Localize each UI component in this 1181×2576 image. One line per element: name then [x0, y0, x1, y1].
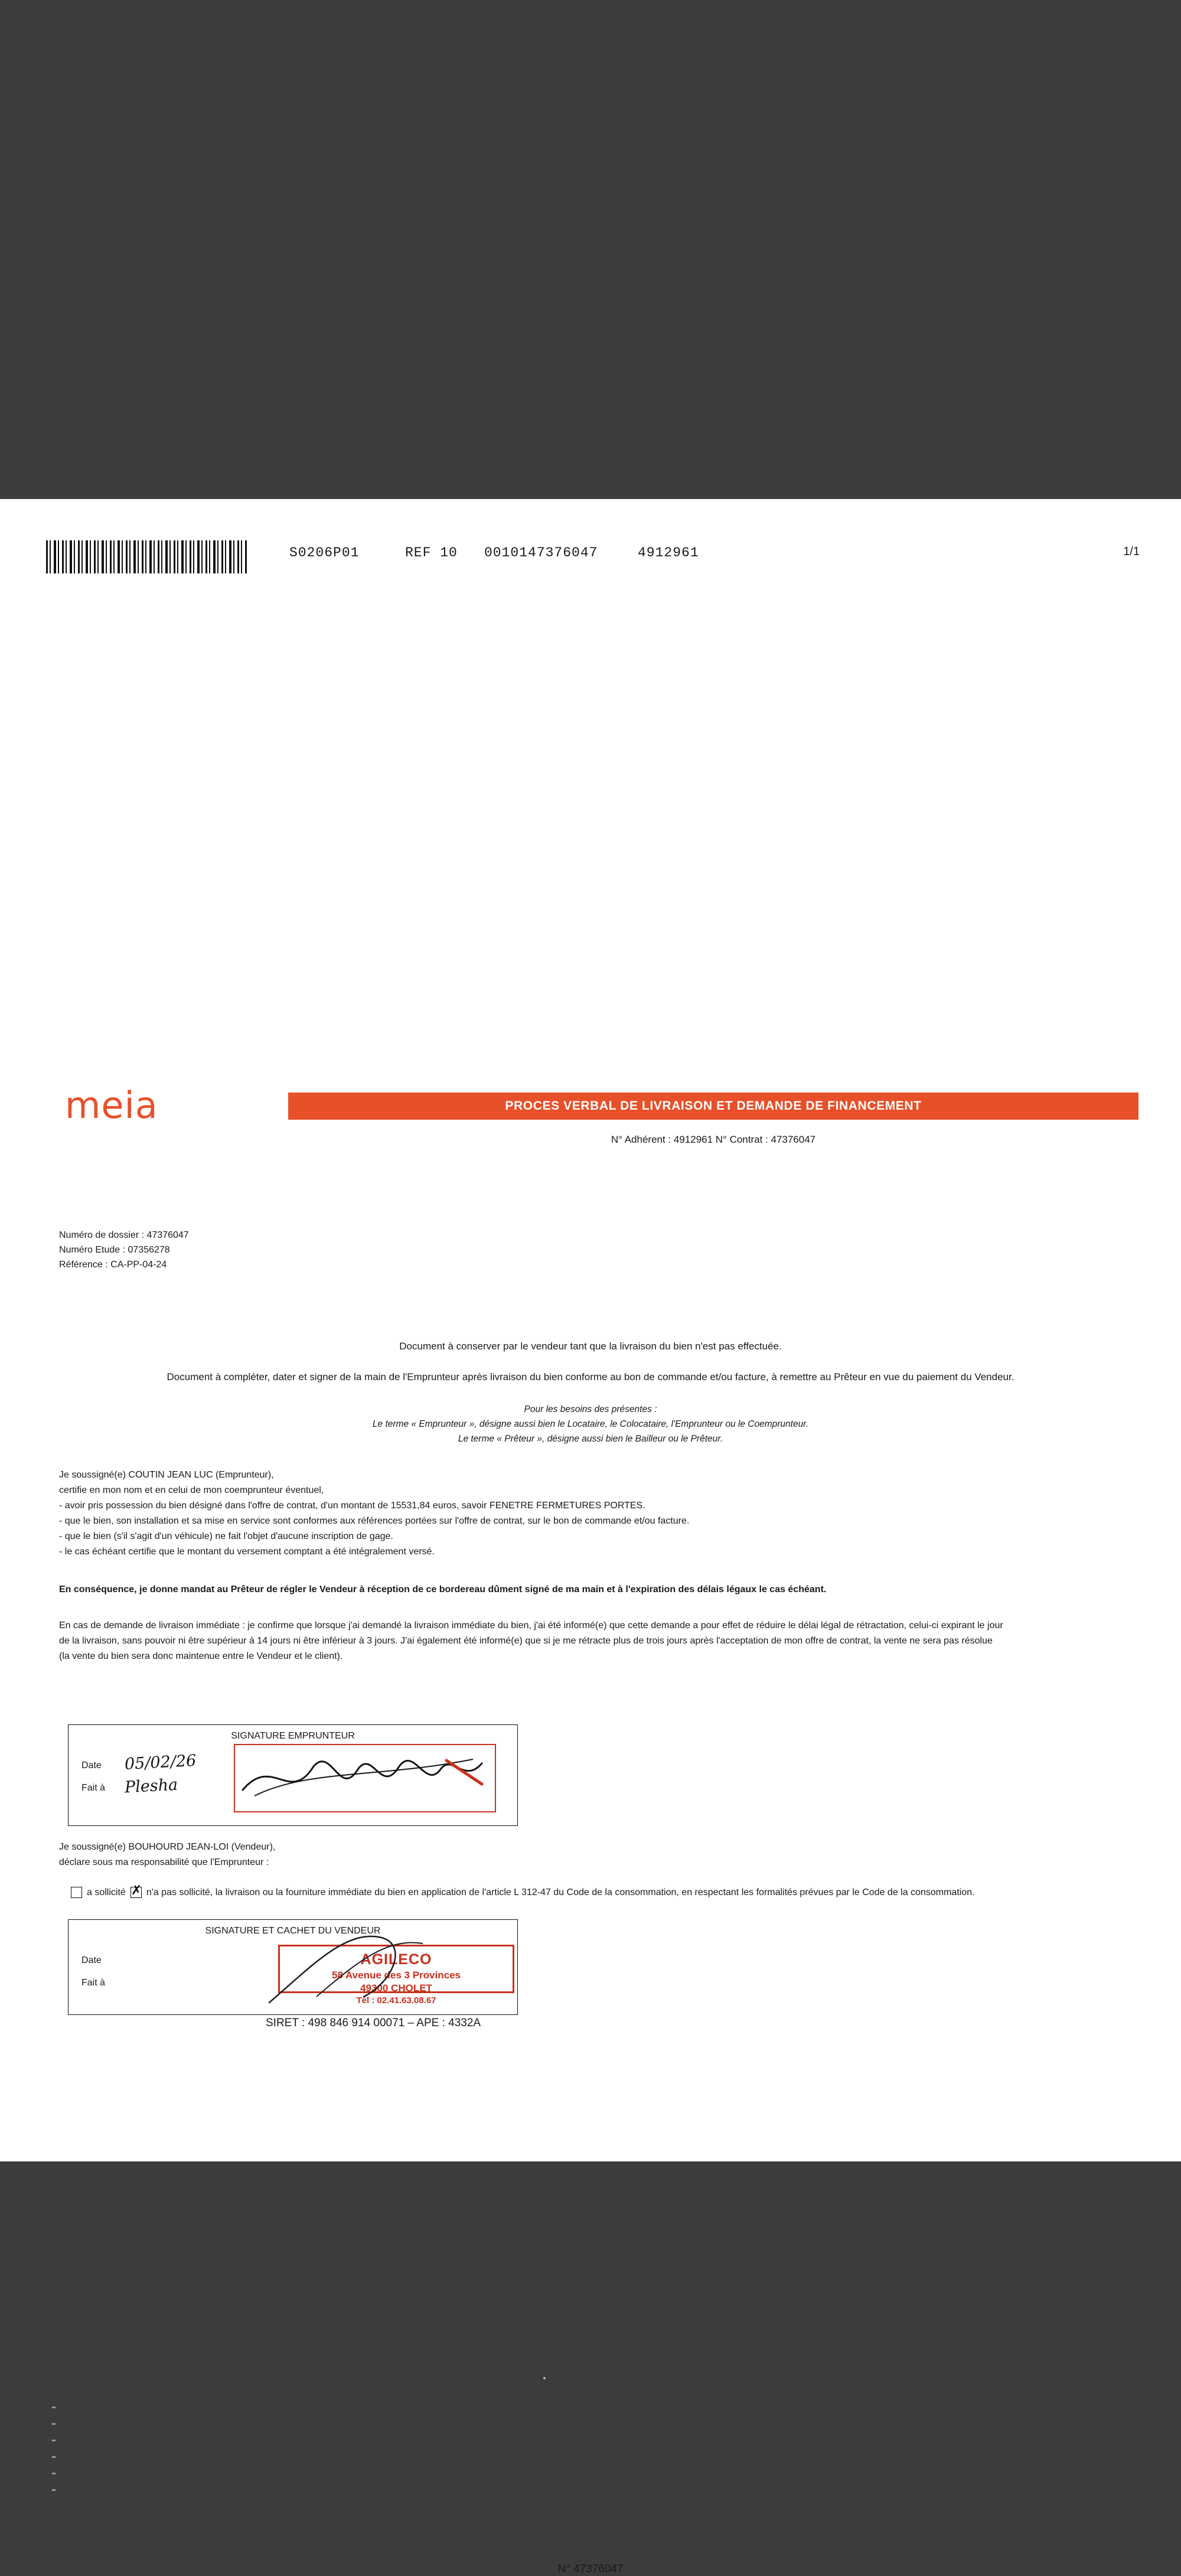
borrower-date-value: 05/02/26 [124, 1751, 197, 1774]
header-code-s: S0206P01 [289, 545, 360, 560]
vendor-declaration-line-2: déclare sous ma responsabilité que l'Emprunteur : [59, 1857, 269, 1867]
header-adherent-number: 4912961 [638, 545, 699, 560]
immediate-delivery-paragraph [59, 1618, 1140, 1664]
vendor-stamp-address: 58 Avenue des 3 Provinces [332, 1970, 461, 1981]
borrower-signature-area[interactable] [234, 1744, 496, 1812]
title-banner: PROCES VERBAL DE LIVRAISON ET DEMANDE DE FINANCEMENT [288, 1093, 1138, 1120]
vendor-signature-box[interactable] [68, 1919, 518, 2015]
delivery-option-row[interactable] [71, 1887, 975, 1898]
page-speck [543, 2377, 546, 2379]
definitions-block [0, 1402, 1181, 1446]
page-edge-marks [52, 2407, 56, 2495]
certification-line-6: - le cas échéant certifie que le montant du versement comptant a été intégralement versé. [59, 1546, 435, 1557]
header-ref-label: REF 10 [405, 545, 458, 560]
header-doc-number: 0010147376047 [484, 545, 598, 560]
certification-line-2: certifie en mon nom et en celui de mon coemprunteur éventuel, [59, 1485, 324, 1495]
complete-notice: Document à compléter, dater et signer de la main de l'Emprunteur après livraison du bien conforme au bon de commande et/ou facture, à remettre au Prêteur en vue du paiement du Vendeur. [167, 1371, 1014, 1382]
vendor-declaration-line-1: Je soussigné(e) BOUHOURD JEAN-LOI (Vendeur), [59, 1842, 276, 1852]
certification-line-4: - que le bien, son installation et sa mise en service sont conformes aux références portées sur l'offre de contrat, sur le bon de commande et/ou facture. [59, 1515, 690, 1526]
contract-reference: N° Adhérent : 4912961 N° Contrat : 47376047 [611, 1134, 816, 1145]
barcode-icon [46, 540, 247, 573]
vendor-place-label: Fait à [81, 1978, 106, 1988]
vendor-stamp-name: AGILECO [360, 1951, 432, 1968]
immediate-delivery-line-1: En cas de demande de livraison immédiate : je confirme que lorsque j'ai demandé la livraison immédiate du bien, j'ai été informé(e) que cette demande a pour effet de réduire le délai légal de rétractation, celui-ci expirant le jour [59, 1620, 1003, 1631]
borrower-place-value: Plesha [124, 1775, 178, 1797]
not-solicited-label: n'a pas sollicité, la livraison ou la fourniture immédiate du bien en application de l'article L 312-47 du Code de la consommation, en respectant les formalités prévues par le Code de la consommation. [146, 1887, 975, 1897]
certification-line-1: Je soussigné(e) COUTIN JEAN LUC (Emprunteur), [59, 1470, 274, 1480]
borrower-signature-box[interactable] [68, 1724, 518, 1826]
definition-borrower: Le terme « Emprunteur », désigne aussi bien le Locataire, le Colocataire, l'Emprunteur ou le Coemprunteur. [372, 1419, 809, 1430]
mandate-paragraph: En conséquence, je donne mandat au Prêteur de régler le Vendeur à réception de ce bordereau dûment signé de ma main et à l'expiration des délais légaux le cas échéant. [59, 1584, 827, 1594]
certification-paragraph [59, 1468, 1140, 1559]
certification-line-5: - que le bien (s'il s'agit d'un véhicule) ne fait l'objet d'aucune inscription de gage. [59, 1531, 393, 1541]
vendor-declaration [59, 1840, 1140, 1870]
reference-code: Référence : CA-PP-04-24 [59, 1259, 167, 1270]
certification-line-3: - avoir pris possession du bien désigné dans l'offre de contrat, d'un montant de 15531,84 euros, savoir FENETRE FERMETURES PORTES. [59, 1500, 645, 1511]
not-solicited-checkbox[interactable] [131, 1887, 142, 1898]
footer-contract-number: N° 47376047 [557, 2563, 624, 2575]
vendor-stamp [278, 1945, 514, 2006]
vendor-date-label: Date [81, 1955, 102, 1965]
etude-number: Numéro Etude : 07356278 [59, 1244, 170, 1255]
dossier-info [59, 1228, 189, 1272]
vendor-signature-title: SIGNATURE ET CACHET DU VENDEUR [205, 1926, 381, 1936]
vendor-stamp-city: 49300 CHOLET [360, 1982, 432, 1994]
dossier-number: Numéro de dossier : 47376047 [59, 1230, 189, 1240]
brand-logo: meia [65, 1084, 158, 1127]
solicited-label: a sollicité [87, 1887, 126, 1897]
keep-notice: Document à conserver par le vendeur tant que la livraison du bien n'est pas effectuée. [399, 1341, 782, 1352]
definition-lender: Le terme « Prêteur », désigne aussi bien le Bailleur ou le Prêteur. [458, 1434, 723, 1444]
borrower-date-label: Date [81, 1760, 102, 1770]
document-page [0, 499, 1181, 2575]
document-header [0, 534, 1181, 570]
vendor-stamp-tel: Tél : 02.41.63.08.67 [356, 1995, 436, 2006]
vendor-siret: SIRET : 498 846 914 00071 – APE : 4332A [266, 2017, 481, 2029]
borrower-place-label: Fait à [81, 1783, 106, 1793]
solicited-checkbox[interactable] [71, 1887, 82, 1898]
borrower-signature-title: SIGNATURE EMPRUNTEUR [231, 1731, 355, 1741]
immediate-delivery-line-2: de la livraison, sans pouvoir ni être supérieur à 14 jours ni être inférieur à 3 jours. J'ai également été informé(e) que si je me rétracte plus de trois jours après l'acceptation de mon offre de contrat, la vente ne sera pas résolue [59, 1635, 993, 1646]
definitions-title: Pour les besoins des présentes : [524, 1404, 657, 1414]
page-indicator: 1/1 [1123, 545, 1140, 558]
immediate-delivery-line-3: (la vente du bien sera donc maintenue entre le Vendeur et le client). [59, 1651, 343, 1661]
